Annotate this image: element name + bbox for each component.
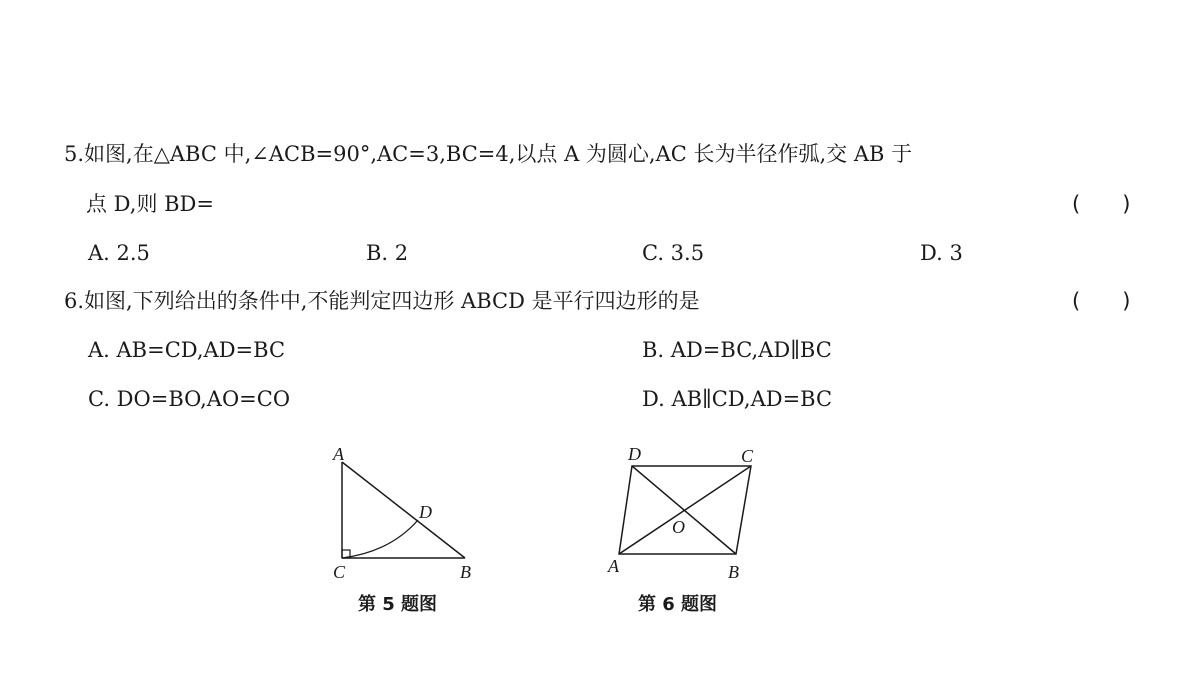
q5-figure <box>320 440 490 590</box>
q6-label-b: B <box>728 562 739 582</box>
q6-option-d: D. AB∥CD,AD=BC <box>642 387 833 411</box>
q6-diagonal-bd <box>632 466 736 554</box>
q6-option-a: A. AB=CD,AD=BC <box>88 338 286 362</box>
q6-stem: 6.如图,下列给出的条件中,不能判定四边形 ABCD 是平行四边形的是 <box>64 289 700 313</box>
q5-stem-line2: 点 D,则 BD= <box>86 192 214 216</box>
q5-label-c: C <box>333 562 346 582</box>
q5-answer-bracket: ( ) <box>1072 192 1131 216</box>
q5-label-a: A <box>333 444 344 464</box>
q5-label-b: B <box>460 562 471 582</box>
q5-option-b: B. 2 <box>366 241 409 265</box>
q5-figure-caption: 第 5 题图 <box>358 594 438 615</box>
q6-option-b: B. AD=BC,AD∥BC <box>642 338 832 362</box>
q5-option-a: A. 2.5 <box>88 241 150 265</box>
q6-label-d: D <box>628 444 641 464</box>
q6-label-c: C <box>741 446 754 466</box>
q5-side-ab <box>342 462 465 558</box>
q5-arc <box>342 520 418 558</box>
q5-option-d: D. 3 <box>920 241 963 265</box>
q6-answer-bracket: ( ) <box>1072 289 1131 313</box>
q6-figure <box>598 440 768 590</box>
q5-label-d: D <box>419 502 432 522</box>
q6-label-o: O <box>672 517 685 537</box>
q6-label-a: A <box>608 556 619 576</box>
q6-figure-caption: 第 6 题图 <box>638 594 718 615</box>
q5-stem-line1: 5.如图,在△ABC 中,∠ACB=90°,AC=3,BC=4,以点 A 为圆心,AC 长为半径作弧,交 AB 于 <box>64 142 913 166</box>
q6-option-c: C. DO=BO,AO=CO <box>88 387 291 411</box>
q5-option-c: C. 3.5 <box>642 241 705 265</box>
